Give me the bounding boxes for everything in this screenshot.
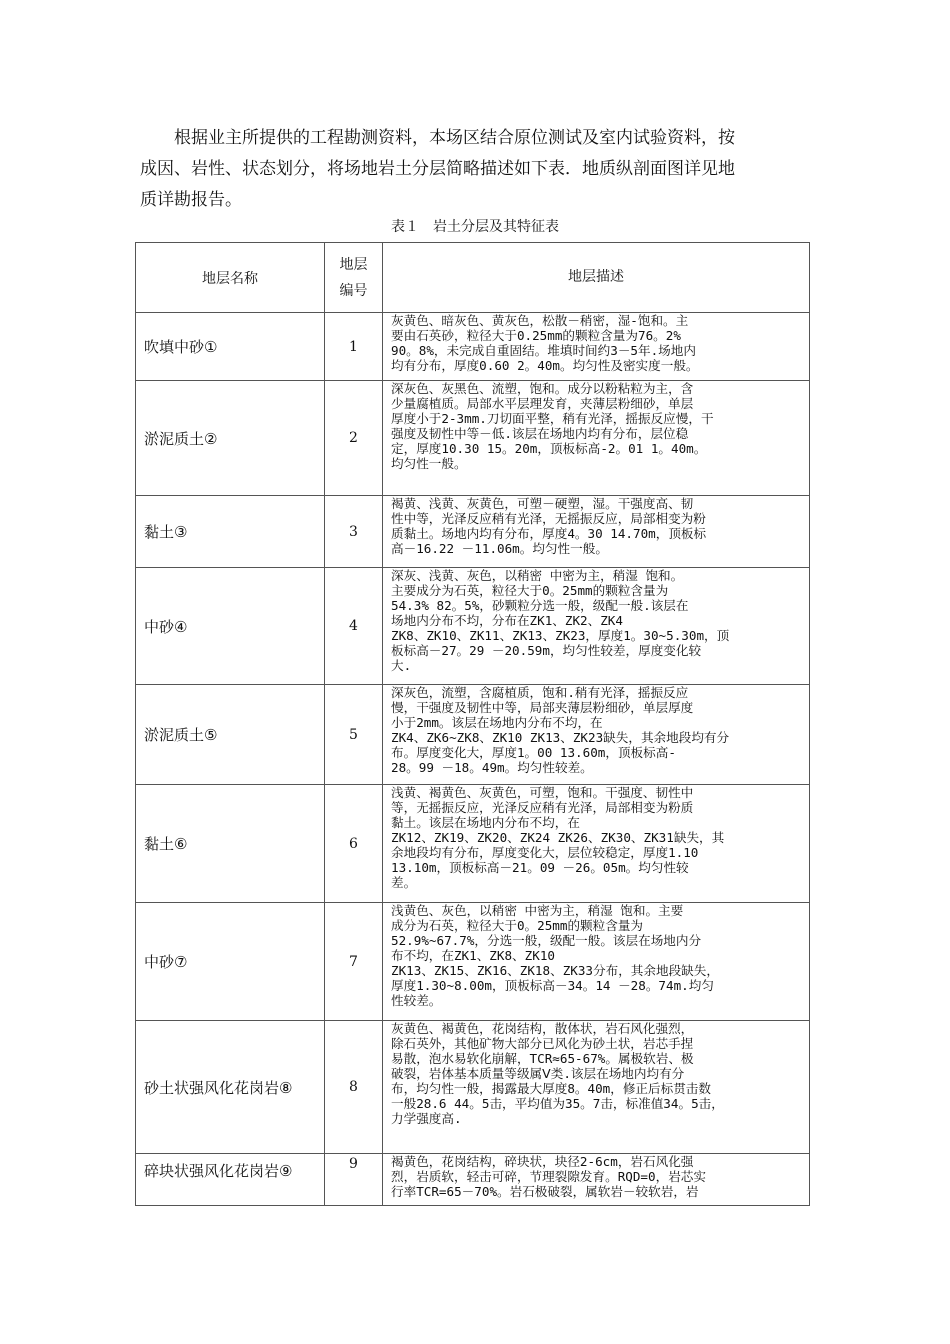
description-line: 高－16.22 －11.06m。均匀性一般。 bbox=[391, 541, 608, 556]
table-row bbox=[136, 785, 810, 903]
description-line: 布，均匀性一般，揭露最大厚度8。40m，修正后标贯击数 bbox=[391, 1081, 711, 1096]
stratum-description bbox=[383, 496, 810, 568]
stratum-number: 3 bbox=[325, 496, 383, 568]
description-line: 28。99 －18。49m。均匀性较差。 bbox=[391, 760, 593, 775]
description-line: 要由石英砂，粒径大于0.25mm的颗粒含量为76。2% bbox=[391, 328, 681, 343]
stratum-number: 6 bbox=[325, 785, 383, 903]
description-line: 行率TCR=65－70%。岩石极破裂，属软岩－较软岩，岩 bbox=[391, 1184, 699, 1199]
description-line: ZK4、ZK6~ZK8、ZK10 ZK13、ZK23缺失，其余地段均有分 bbox=[391, 730, 730, 745]
stratum-name: 碎块状强风化花岗岩⑨ bbox=[136, 1154, 325, 1206]
description-line: 布不均，在ZK1、ZK8、ZK10 bbox=[391, 948, 555, 963]
description-line: 褐黄、浅黄、灰黄色，可塑－硬塑，湿。干强度高、韧 bbox=[391, 496, 694, 511]
description-line: 板标高－27。29 －20.59m，均匀性较差，厚度变化较 bbox=[391, 643, 702, 658]
stratum-number: 1 bbox=[325, 313, 383, 381]
table-row bbox=[136, 313, 810, 381]
description-line: 等，无摇振反应，光泽反应稍有光泽，局部相变为粉质 bbox=[391, 800, 694, 815]
header-name: 地层名称 bbox=[136, 243, 325, 313]
description-line: 深灰、浅黄、灰色，以稍密 中密为主，稍湿 饱和。 bbox=[391, 568, 684, 583]
description-line: 黏土。该层在场地内分布不均，在 bbox=[391, 815, 580, 830]
description-line: 力学强度高. bbox=[391, 1111, 462, 1126]
stratum-name: 砂土状强风化花岗岩⑧ bbox=[136, 1021, 325, 1154]
description-line: 褐黄色，花岗结构，碎块状，块径2-6cm，岩石风化强 bbox=[391, 1154, 694, 1169]
stratum-number: 8 bbox=[325, 1021, 383, 1154]
stratum-number: 9 bbox=[325, 1154, 383, 1206]
table-row bbox=[136, 568, 810, 685]
stratum-name: 淤泥质土② bbox=[136, 381, 325, 496]
stratum-name: 吹填中砂① bbox=[136, 313, 325, 381]
description-line: 成分为石英，粒径大于0。25mm的颗粒含量为 bbox=[391, 918, 644, 933]
stratum-description bbox=[383, 313, 810, 381]
description-line: 慢，干强度及韧性中等，局部夹薄层粉细砂，单层厚度 bbox=[391, 700, 694, 715]
stratum-description bbox=[383, 685, 810, 785]
description-line: 浅黄、褐黄色、灰黄色，可塑，饱和。干强度、韧性中 bbox=[391, 785, 694, 800]
description-line: 余地段均有分布，厚度变化大，层位较稳定，厚度1.10 bbox=[391, 845, 699, 860]
description-line: 均匀性一般。 bbox=[391, 456, 467, 471]
description-line: 厚度小于2-3mm.刀切面平整，稍有光泽，摇振反应慢，干 bbox=[391, 411, 714, 426]
stratum-description bbox=[383, 1021, 810, 1154]
description-line: 定，厚度10.30 15。20m，顶板标高-2。01 1。40m。 bbox=[391, 441, 707, 456]
stratum-name: 中砂④ bbox=[136, 568, 325, 685]
description-line: 布。厚度变化大，厚度1。00 13.60m，顶板标高- bbox=[391, 745, 676, 760]
table-row bbox=[136, 685, 810, 785]
header-number bbox=[325, 243, 383, 313]
description-line: 灰黄色、褐黄色，花岗结构，散体状，岩石风化强烈， bbox=[391, 1021, 694, 1036]
header-number-line1: 地层 bbox=[339, 256, 368, 273]
table-row bbox=[136, 381, 810, 496]
strata-table bbox=[135, 242, 810, 1206]
description-line: 54.3% 82。5%，砂颗粒分选一般，级配一般.该层在 bbox=[391, 598, 689, 613]
table-row bbox=[136, 1021, 810, 1154]
intro-paragraph bbox=[140, 123, 820, 216]
description-line: 90。8%，未完成自重固结。堆填时间约3－5年.场地内 bbox=[391, 343, 696, 358]
intro-line: 根据业主所提供的工程勘测资料，本场区结合原位测试及室内试验资料，按 bbox=[174, 128, 735, 148]
description-line: 场地内分布不均，分布在ZK1、ZK2、ZK4 bbox=[391, 613, 623, 628]
table-row bbox=[136, 1154, 810, 1206]
description-line: 一般28.6 44。5击，平均值为35。7击，标准值34。5击， bbox=[391, 1096, 724, 1111]
description-line: 13.10m，顶板标高－21。09 －26。05m。均匀性较 bbox=[391, 860, 689, 875]
description-line: 质黏土。场地内均有分布，厚度4。30 14.70m，顶板标 bbox=[391, 526, 707, 541]
stratum-number: 5 bbox=[325, 685, 383, 785]
description-line: 浅黄色、灰色，以稍密 中密为主，稍湿 饱和。主要 bbox=[391, 903, 684, 918]
stratum-description bbox=[383, 903, 810, 1021]
description-line: 烈，岩质软，轻击可碎，节理裂隙发育。RQD=0，岩芯实 bbox=[391, 1169, 706, 1184]
stratum-name: 黏土③ bbox=[136, 496, 325, 568]
description-line: ZK8、ZK10、ZK11、ZK13、ZK23，厚度1。30~5.30m，顶 bbox=[391, 628, 730, 643]
description-line: 强度及韧性中等－低.该层在场地内均有分布，层位稳 bbox=[391, 426, 689, 441]
stratum-name: 中砂⑦ bbox=[136, 903, 325, 1021]
stratum-description bbox=[383, 381, 810, 496]
stratum-number: 4 bbox=[325, 568, 383, 685]
stratum-name: 黏土⑥ bbox=[136, 785, 325, 903]
stratum-name: 淤泥质土⑤ bbox=[136, 685, 325, 785]
table-row bbox=[136, 496, 810, 568]
table-header-row bbox=[136, 243, 810, 313]
description-line: 大. bbox=[391, 658, 412, 673]
description-line: ZK13、ZK15、ZK16、ZK18、ZK33分布，其余地段缺失， bbox=[391, 963, 719, 978]
table-caption: 表１ 岩土分层及其特征表 bbox=[391, 219, 559, 235]
header-number-line2: 编号 bbox=[339, 282, 368, 299]
description-line: 厚度1.30~8.00m，顶板标高－34。14 －28。74m.均匀 bbox=[391, 978, 714, 993]
stratum-number: 7 bbox=[325, 903, 383, 1021]
table-row bbox=[136, 903, 810, 1021]
stratum-description bbox=[383, 568, 810, 685]
description-line: 差。 bbox=[391, 875, 417, 890]
description-line: ZK12、ZK19、ZK20、ZK24 ZK26、ZK30、ZK31缺失，其 bbox=[391, 830, 725, 845]
intro-line: 成因、岩性、状态划分，将场地岩土分层简略描述如下表．地质纵剖面图详见地 bbox=[140, 159, 735, 179]
description-line: 52.9%~67.7%，分选一般，级配一般。该层在场地内分 bbox=[391, 933, 702, 948]
header-description: 地层描述 bbox=[383, 243, 810, 313]
description-line: 深灰色，流塑，含腐植质，饱和.稍有光泽，摇振反应 bbox=[391, 685, 689, 700]
intro-line: 质详勘报告。 bbox=[140, 190, 242, 210]
description-line: 均有分布，厚度0.60 2。40m。均匀性及密实度一般。 bbox=[391, 358, 699, 373]
description-line: 灰黄色、暗灰色、黄灰色，松散－稍密，湿-饱和。主 bbox=[391, 313, 689, 328]
description-line: 除石英外，其他矿物大部分已风化为砂土状，岩芯手捏 bbox=[391, 1036, 694, 1051]
description-line: 易散，泡水易软化崩解，TCR≈65-67%。属极软岩、极 bbox=[391, 1051, 694, 1066]
stratum-number: 2 bbox=[325, 381, 383, 496]
stratum-description bbox=[383, 1154, 810, 1206]
description-line: 深灰色、灰黑色、流塑，饱和。成分以粉粘粒为主，含 bbox=[391, 381, 694, 396]
description-line: 主要成分为石英，粒径大于0。25mm的颗粒含量为 bbox=[391, 583, 669, 598]
description-line: 性较差。 bbox=[391, 993, 442, 1008]
description-line: 小于2mm。该层在场地内分布不均，在 bbox=[391, 715, 603, 730]
stratum-description bbox=[383, 785, 810, 903]
description-line: 少量腐植质。局部水平层理发育，夹薄层粉细砂，单层 bbox=[391, 396, 694, 411]
description-line: 性中等，光泽反应稍有光泽，无摇振反应，局部相变为粉 bbox=[391, 511, 706, 526]
description-line: 破裂，岩体基本质量等级属Ⅴ类.该层在场地内均有分 bbox=[391, 1066, 685, 1081]
